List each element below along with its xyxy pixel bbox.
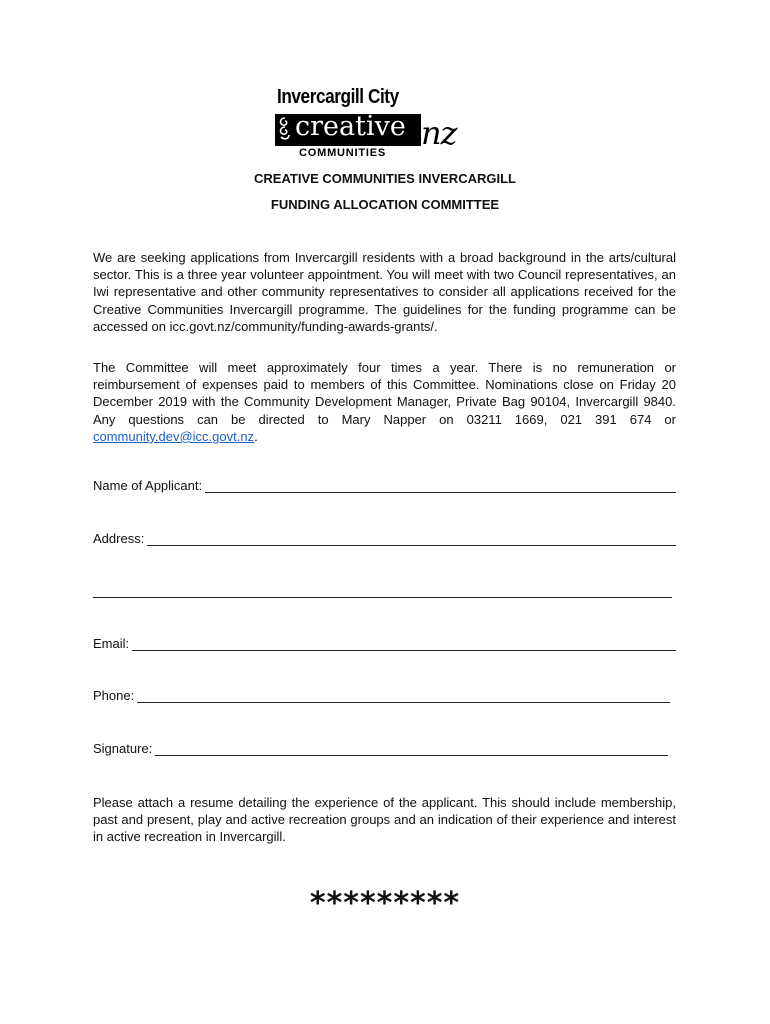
signature-field[interactable] bbox=[93, 741, 668, 756]
email-line[interactable] bbox=[132, 636, 676, 651]
logo-creative-text: creative bbox=[295, 111, 406, 142]
logo-city-text: Invercargill City bbox=[277, 86, 399, 108]
koru-swirl-icon bbox=[278, 116, 292, 142]
email-label: Email: bbox=[93, 636, 130, 651]
closing-paragraph: Please attach a resume detailing the experience of the applicant. This should include membership, past and present, play and active recreation groups and an indication of their experience and interest in active recreation in Invercargill. bbox=[93, 795, 676, 845]
logo-nz-text: nz bbox=[421, 114, 457, 152]
address-line[interactable] bbox=[147, 531, 676, 546]
email-field[interactable] bbox=[93, 636, 676, 651]
address-label: Address: bbox=[93, 531, 145, 546]
meeting-text: The Committee will meet approximately four times a year. There is no remuneration or reimbursement of expenses paid to members of this Committee. Nominations close on Friday 20 December 2019 with the Community Development Manager, Private Bag 90104, Invercargill 9840. Any questions can be directed to Mary Napper on 03211 1669, 021 391 674 or bbox=[93, 360, 676, 427]
signature-line[interactable] bbox=[155, 741, 668, 756]
phone-field[interactable] bbox=[93, 688, 670, 703]
intro-paragraph: We are seeking applications from Invercargill residents with a broad background in the arts/cultural sector. This is a three year volunteer appointment. You will meet with two Council representatives, an Iwi representative and other community representatives to consider all applications received for the Creative Communities Invercargill programme. The guidelines for the funding programme can be accessed on icc.govt.nz/community/funding-awards-grants/. bbox=[93, 250, 676, 334]
meeting-paragraph bbox=[93, 359, 676, 445]
applicant-name-label: Name of Applicant: bbox=[93, 478, 203, 493]
address-field[interactable] bbox=[93, 531, 676, 546]
signature-label: Signature: bbox=[93, 741, 153, 756]
contact-email-link[interactable]: community.dev@icc.govt.nz bbox=[93, 428, 255, 444]
page-title: CREATIVE COMMUNITIES INVERCARGILL bbox=[254, 171, 516, 186]
logo-black-box bbox=[275, 111, 421, 146]
applicant-name-field[interactable] bbox=[93, 478, 676, 493]
applicant-name-line[interactable] bbox=[205, 478, 676, 493]
logo-communities-text: COMMUNITIES bbox=[299, 147, 387, 159]
creative-nz-logo bbox=[275, 86, 495, 162]
page-subtitle: FUNDING ALLOCATION COMMITTEE bbox=[270, 197, 500, 212]
meeting-end: . bbox=[254, 428, 258, 444]
address-line-2[interactable] bbox=[93, 596, 672, 598]
phone-line[interactable] bbox=[137, 688, 670, 703]
phone-label: Phone: bbox=[93, 688, 135, 703]
closing-stars: ********* bbox=[309, 886, 461, 921]
